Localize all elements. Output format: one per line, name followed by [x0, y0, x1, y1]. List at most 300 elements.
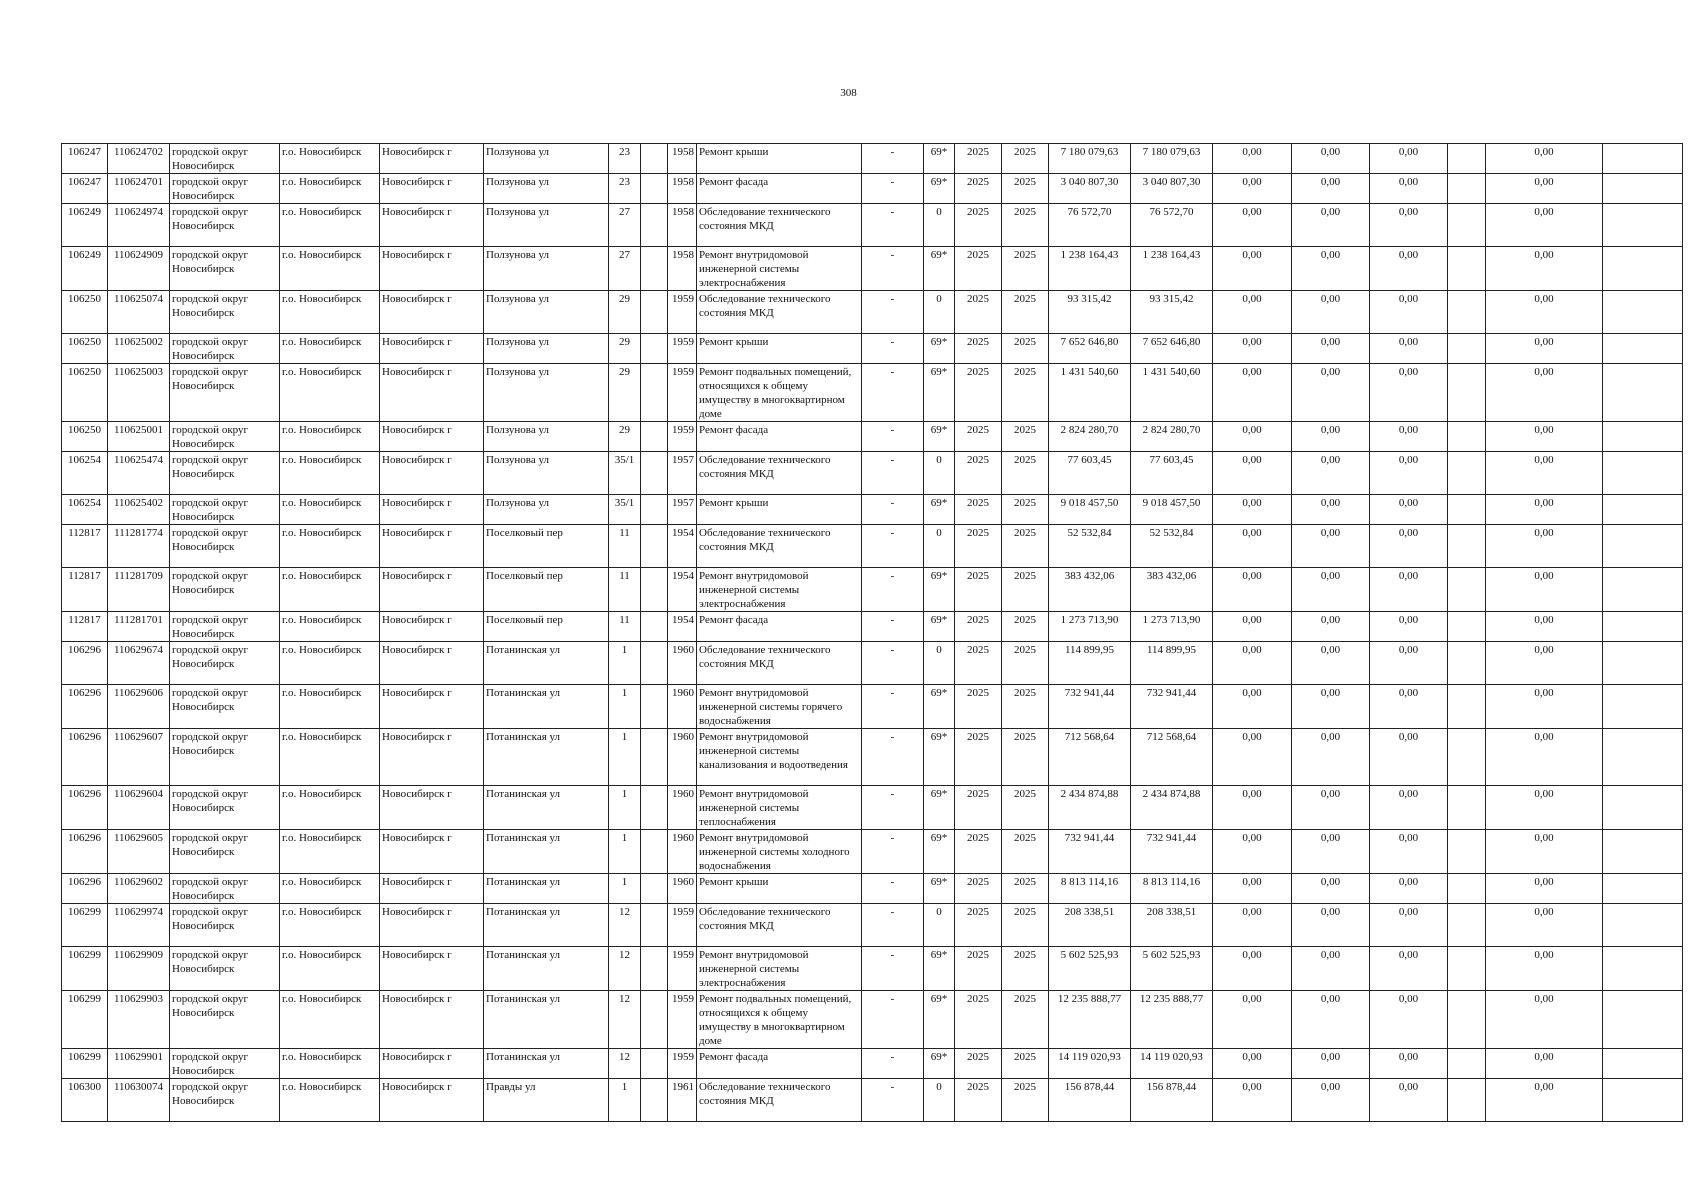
table-row [62, 204, 1683, 247]
cell-extra [641, 422, 668, 452]
cell-district: городской округ Новосибирск [170, 904, 280, 947]
cell-locality: Новосибирск г [380, 991, 484, 1049]
cell-dash: - [862, 174, 924, 204]
cell-year: 1960 [668, 729, 697, 786]
cell-blank [1448, 685, 1486, 729]
cell-tail [1603, 422, 1683, 452]
cell-end: 2025 [1002, 291, 1049, 334]
cell-cost-fund: 732 941,44 [1131, 830, 1213, 874]
cell-v3: 0,00 [1370, 612, 1448, 642]
cell-dash: - [862, 247, 924, 291]
table-row [62, 904, 1683, 947]
cell-district: городской округ Новосибирск [170, 525, 280, 568]
cell-locality: Новосибирск г [380, 291, 484, 334]
cell-district: городской округ Новосибирск [170, 1079, 280, 1122]
cell-v1: 0,00 [1213, 642, 1292, 685]
cell-cost-total: 1 273 713,90 [1049, 612, 1131, 642]
cell-code69: 0 [924, 1079, 955, 1122]
cell-v3: 0,00 [1370, 422, 1448, 452]
cell-extra [641, 1049, 668, 1079]
cell-locality: Новосибирск г [380, 568, 484, 612]
cell-extra [641, 1079, 668, 1122]
cell-cost-total: 732 941,44 [1049, 830, 1131, 874]
table-row [62, 786, 1683, 830]
cell-blank [1448, 830, 1486, 874]
cell-v3: 0,00 [1370, 1049, 1448, 1079]
cell-v3: 0,00 [1370, 786, 1448, 830]
cell-year: 1960 [668, 874, 697, 904]
cell-end: 2025 [1002, 495, 1049, 525]
cell-id: 112817 [62, 612, 108, 642]
cell-tail [1603, 904, 1683, 947]
cell-end: 2025 [1002, 642, 1049, 685]
cell-district: городской округ Новосибирск [170, 568, 280, 612]
cell-house: 23 [609, 144, 641, 174]
cell-code69: 69* [924, 830, 955, 874]
cell-code: 110629604 [108, 786, 170, 830]
cell-cost-total: 7 180 079,63 [1049, 144, 1131, 174]
cell-municipality: г.о. Новосибирск [280, 291, 380, 334]
cell-end: 2025 [1002, 904, 1049, 947]
cell-year: 1958 [668, 204, 697, 247]
table-row [62, 525, 1683, 568]
cell-work: Ремонт подвальных помещений, относящихся к общему имуществу в многоквартирном доме [697, 364, 862, 422]
cell-cost-fund: 8 813 114,16 [1131, 874, 1213, 904]
cell-extra [641, 685, 668, 729]
cell-house: 35/1 [609, 495, 641, 525]
cell-work: Ремонт внутридомовой инженерной системы электроснабжения [697, 568, 862, 612]
cell-end: 2025 [1002, 1049, 1049, 1079]
cell-cost-fund: 12 235 888,77 [1131, 991, 1213, 1049]
cell-work: Ремонт крыши [697, 144, 862, 174]
table-row [62, 685, 1683, 729]
cell-locality: Новосибирск г [380, 364, 484, 422]
cell-house: 12 [609, 904, 641, 947]
cell-work: Обследование технического состояния МКД [697, 452, 862, 495]
cell-cost-total: 114 899,95 [1049, 642, 1131, 685]
cell-cost-fund: 3 040 807,30 [1131, 174, 1213, 204]
table-row [62, 874, 1683, 904]
cell-v1: 0,00 [1213, 874, 1292, 904]
cell-v4: 0,00 [1486, 568, 1603, 612]
cell-start: 2025 [955, 247, 1002, 291]
cell-year: 1960 [668, 642, 697, 685]
cell-dash: - [862, 364, 924, 422]
cell-house: 35/1 [609, 452, 641, 495]
cell-v3: 0,00 [1370, 904, 1448, 947]
cell-extra [641, 991, 668, 1049]
cell-street: Правды ул [484, 1079, 609, 1122]
cell-cost-total: 712 568,64 [1049, 729, 1131, 786]
cell-dash: - [862, 729, 924, 786]
cell-street: Ползунова ул [484, 144, 609, 174]
cell-end: 2025 [1002, 786, 1049, 830]
cell-end: 2025 [1002, 334, 1049, 364]
cell-extra [641, 204, 668, 247]
cell-blank [1448, 247, 1486, 291]
cell-extra [641, 291, 668, 334]
cell-code: 110624974 [108, 204, 170, 247]
cell-id: 106249 [62, 247, 108, 291]
cell-street: Потанинская ул [484, 642, 609, 685]
cell-blank [1448, 874, 1486, 904]
cell-street: Ползунова ул [484, 495, 609, 525]
cell-tail [1603, 525, 1683, 568]
cell-municipality: г.о. Новосибирск [280, 612, 380, 642]
cell-district: городской округ Новосибирск [170, 874, 280, 904]
cell-end: 2025 [1002, 144, 1049, 174]
cell-extra [641, 525, 668, 568]
cell-v2: 0,00 [1292, 568, 1370, 612]
cell-work: Ремонт внутридомовой инженерной системы горячего водоснабжения [697, 685, 862, 729]
cell-work: Обследование технического состояния МКД [697, 904, 862, 947]
cell-start: 2025 [955, 786, 1002, 830]
cell-code: 110625074 [108, 291, 170, 334]
cell-v1: 0,00 [1213, 830, 1292, 874]
cell-v2: 0,00 [1292, 685, 1370, 729]
table-row [62, 174, 1683, 204]
cell-id: 106299 [62, 991, 108, 1049]
cell-end: 2025 [1002, 525, 1049, 568]
cell-id: 106250 [62, 422, 108, 452]
cell-blank [1448, 452, 1486, 495]
cell-id: 106250 [62, 334, 108, 364]
cell-municipality: г.о. Новосибирск [280, 364, 380, 422]
cell-work: Ремонт подвальных помещений, относящихся к общему имуществу в многоквартирном доме [697, 991, 862, 1049]
cell-v2: 0,00 [1292, 144, 1370, 174]
cell-dash: - [862, 904, 924, 947]
cell-v3: 0,00 [1370, 685, 1448, 729]
cell-v4: 0,00 [1486, 452, 1603, 495]
cell-work: Ремонт крыши [697, 334, 862, 364]
cell-blank [1448, 204, 1486, 247]
cell-v1: 0,00 [1213, 144, 1292, 174]
cell-district: городской округ Новосибирск [170, 947, 280, 991]
cell-v3: 0,00 [1370, 174, 1448, 204]
cell-start: 2025 [955, 685, 1002, 729]
cell-work: Ремонт внутридомовой инженерной системы холодного водоснабжения [697, 830, 862, 874]
cell-extra [641, 174, 668, 204]
cell-street: Ползунова ул [484, 247, 609, 291]
cell-extra [641, 247, 668, 291]
cell-house: 12 [609, 947, 641, 991]
cell-year: 1959 [668, 991, 697, 1049]
cell-dash: - [862, 525, 924, 568]
cell-work: Ремонт фасада [697, 174, 862, 204]
cell-v4: 0,00 [1486, 729, 1603, 786]
cell-code69: 69* [924, 334, 955, 364]
cell-year: 1958 [668, 144, 697, 174]
cell-municipality: г.о. Новосибирск [280, 729, 380, 786]
cell-work: Ремонт внутридомовой инженерной системы канализования и водоотведения [697, 729, 862, 786]
cell-code: 111281701 [108, 612, 170, 642]
cell-v2: 0,00 [1292, 1049, 1370, 1079]
cell-municipality: г.о. Новосибирск [280, 204, 380, 247]
cell-municipality: г.о. Новосибирск [280, 568, 380, 612]
cell-year: 1960 [668, 685, 697, 729]
table-row [62, 334, 1683, 364]
cell-end: 2025 [1002, 422, 1049, 452]
cell-dash: - [862, 874, 924, 904]
cell-v1: 0,00 [1213, 204, 1292, 247]
cell-cost-fund: 93 315,42 [1131, 291, 1213, 334]
cell-cost-total: 2 434 874,88 [1049, 786, 1131, 830]
cell-house: 27 [609, 204, 641, 247]
cell-year: 1960 [668, 786, 697, 830]
cell-code69: 69* [924, 1049, 955, 1079]
cell-district: городской округ Новосибирск [170, 247, 280, 291]
cell-cost-fund: 77 603,45 [1131, 452, 1213, 495]
cell-code: 111281774 [108, 525, 170, 568]
cell-cost-fund: 5 602 525,93 [1131, 947, 1213, 991]
cell-v2: 0,00 [1292, 422, 1370, 452]
cell-house: 23 [609, 174, 641, 204]
cell-cost-total: 5 602 525,93 [1049, 947, 1131, 991]
cell-code69: 69* [924, 144, 955, 174]
cell-cost-total: 77 603,45 [1049, 452, 1131, 495]
cell-v1: 0,00 [1213, 247, 1292, 291]
cell-id: 106296 [62, 874, 108, 904]
cell-dash: - [862, 830, 924, 874]
cell-v1: 0,00 [1213, 291, 1292, 334]
cell-tail [1603, 874, 1683, 904]
cell-municipality: г.о. Новосибирск [280, 642, 380, 685]
cell-cost-total: 3 040 807,30 [1049, 174, 1131, 204]
cell-end: 2025 [1002, 568, 1049, 612]
cell-blank [1448, 144, 1486, 174]
cell-code69: 69* [924, 495, 955, 525]
cell-v1: 0,00 [1213, 1049, 1292, 1079]
cell-v1: 0,00 [1213, 452, 1292, 495]
cell-id: 106250 [62, 291, 108, 334]
cell-v3: 0,00 [1370, 204, 1448, 247]
cell-municipality: г.о. Новосибирск [280, 947, 380, 991]
cell-v2: 0,00 [1292, 452, 1370, 495]
cell-cost-fund: 156 878,44 [1131, 1079, 1213, 1122]
cell-dash: - [862, 786, 924, 830]
cell-cost-fund: 2 824 280,70 [1131, 422, 1213, 452]
cell-v1: 0,00 [1213, 729, 1292, 786]
cell-code: 111281709 [108, 568, 170, 612]
cell-district: городской округ Новосибирск [170, 729, 280, 786]
cell-extra [641, 830, 668, 874]
cell-cost-fund: 2 434 874,88 [1131, 786, 1213, 830]
repair-program-table [61, 143, 1683, 1122]
cell-locality: Новосибирск г [380, 947, 484, 991]
cell-v2: 0,00 [1292, 786, 1370, 830]
cell-dash: - [862, 947, 924, 991]
cell-work: Обследование технического состояния МКД [697, 1079, 862, 1122]
cell-start: 2025 [955, 525, 1002, 568]
cell-start: 2025 [955, 642, 1002, 685]
cell-work: Обследование технического состояния МКД [697, 291, 862, 334]
cell-v1: 0,00 [1213, 786, 1292, 830]
cell-district: городской округ Новосибирск [170, 422, 280, 452]
cell-tail [1603, 1079, 1683, 1122]
cell-extra [641, 904, 668, 947]
cell-blank [1448, 1049, 1486, 1079]
cell-street: Потанинская ул [484, 729, 609, 786]
cell-id: 106296 [62, 830, 108, 874]
cell-code69: 0 [924, 291, 955, 334]
cell-cost-fund: 76 572,70 [1131, 204, 1213, 247]
cell-id: 106296 [62, 786, 108, 830]
cell-id: 106296 [62, 685, 108, 729]
cell-start: 2025 [955, 174, 1002, 204]
cell-cost-fund: 208 338,51 [1131, 904, 1213, 947]
cell-v4: 0,00 [1486, 1049, 1603, 1079]
cell-year: 1959 [668, 904, 697, 947]
cell-street: Потанинская ул [484, 874, 609, 904]
cell-id: 106254 [62, 495, 108, 525]
cell-dash: - [862, 612, 924, 642]
cell-cost-total: 93 315,42 [1049, 291, 1131, 334]
cell-house: 1 [609, 874, 641, 904]
cell-municipality: г.о. Новосибирск [280, 422, 380, 452]
cell-municipality: г.о. Новосибирск [280, 1049, 380, 1079]
cell-code69: 0 [924, 452, 955, 495]
cell-start: 2025 [955, 422, 1002, 452]
cell-v4: 0,00 [1486, 830, 1603, 874]
cell-cost-total: 12 235 888,77 [1049, 991, 1131, 1049]
cell-v4: 0,00 [1486, 204, 1603, 247]
cell-start: 2025 [955, 947, 1002, 991]
cell-blank [1448, 525, 1486, 568]
cell-locality: Новосибирск г [380, 495, 484, 525]
cell-extra [641, 568, 668, 612]
table-body [62, 144, 1683, 1122]
cell-v2: 0,00 [1292, 525, 1370, 568]
cell-district: городской округ Новосибирск [170, 612, 280, 642]
cell-blank [1448, 991, 1486, 1049]
cell-v4: 0,00 [1486, 422, 1603, 452]
cell-work: Ремонт внутридомовой инженерной системы электроснабжения [697, 947, 862, 991]
cell-end: 2025 [1002, 685, 1049, 729]
cell-code69: 69* [924, 729, 955, 786]
cell-locality: Новосибирск г [380, 685, 484, 729]
cell-year: 1954 [668, 612, 697, 642]
cell-district: городской округ Новосибирск [170, 334, 280, 364]
cell-end: 2025 [1002, 452, 1049, 495]
cell-start: 2025 [955, 612, 1002, 642]
cell-municipality: г.о. Новосибирск [280, 174, 380, 204]
cell-locality: Новосибирск г [380, 729, 484, 786]
cell-end: 2025 [1002, 729, 1049, 786]
cell-locality: Новосибирск г [380, 830, 484, 874]
cell-id: 106300 [62, 1079, 108, 1122]
cell-extra [641, 729, 668, 786]
cell-tail [1603, 495, 1683, 525]
cell-start: 2025 [955, 729, 1002, 786]
cell-work: Ремонт внутридомовой инженерной системы электроснабжения [697, 247, 862, 291]
cell-house: 11 [609, 568, 641, 612]
cell-end: 2025 [1002, 247, 1049, 291]
cell-locality: Новосибирск г [380, 612, 484, 642]
cell-district: городской округ Новосибирск [170, 685, 280, 729]
cell-district: городской округ Новосибирск [170, 452, 280, 495]
cell-tail [1603, 334, 1683, 364]
cell-v4: 0,00 [1486, 786, 1603, 830]
cell-blank [1448, 334, 1486, 364]
cell-v4: 0,00 [1486, 364, 1603, 422]
table-row [62, 291, 1683, 334]
cell-work: Ремонт фасада [697, 422, 862, 452]
cell-tail [1603, 247, 1683, 291]
table-row [62, 422, 1683, 452]
cell-cost-total: 1 431 540,60 [1049, 364, 1131, 422]
cell-street: Поселковый пер [484, 525, 609, 568]
cell-cost-fund: 383 432,06 [1131, 568, 1213, 612]
cell-cost-total: 1 238 164,43 [1049, 247, 1131, 291]
cell-id: 106299 [62, 1049, 108, 1079]
cell-v3: 0,00 [1370, 247, 1448, 291]
cell-cost-fund: 52 532,84 [1131, 525, 1213, 568]
cell-v2: 0,00 [1292, 947, 1370, 991]
cell-code: 110630074 [108, 1079, 170, 1122]
cell-start: 2025 [955, 874, 1002, 904]
table-row [62, 1079, 1683, 1122]
cell-dash: - [862, 291, 924, 334]
cell-v4: 0,00 [1486, 144, 1603, 174]
cell-municipality: г.о. Новосибирск [280, 904, 380, 947]
cell-dash: - [862, 204, 924, 247]
cell-v2: 0,00 [1292, 612, 1370, 642]
cell-id: 106247 [62, 144, 108, 174]
cell-cost-fund: 114 899,95 [1131, 642, 1213, 685]
cell-code69: 0 [924, 204, 955, 247]
cell-code69: 69* [924, 174, 955, 204]
cell-municipality: г.о. Новосибирск [280, 144, 380, 174]
cell-code: 110625001 [108, 422, 170, 452]
cell-district: городской округ Новосибирск [170, 174, 280, 204]
cell-start: 2025 [955, 1079, 1002, 1122]
cell-v1: 0,00 [1213, 525, 1292, 568]
cell-blank [1448, 422, 1486, 452]
cell-year: 1957 [668, 452, 697, 495]
cell-tail [1603, 947, 1683, 991]
cell-end: 2025 [1002, 947, 1049, 991]
cell-district: городской округ Новосибирск [170, 291, 280, 334]
cell-district: городской округ Новосибирск [170, 830, 280, 874]
cell-extra [641, 786, 668, 830]
table-row [62, 729, 1683, 786]
cell-year: 1959 [668, 364, 697, 422]
cell-v2: 0,00 [1292, 204, 1370, 247]
cell-locality: Новосибирск г [380, 786, 484, 830]
cell-v4: 0,00 [1486, 874, 1603, 904]
cell-start: 2025 [955, 204, 1002, 247]
cell-v1: 0,00 [1213, 904, 1292, 947]
cell-v2: 0,00 [1292, 174, 1370, 204]
cell-code: 110624702 [108, 144, 170, 174]
cell-locality: Новосибирск г [380, 904, 484, 947]
cell-start: 2025 [955, 334, 1002, 364]
cell-code: 110629674 [108, 642, 170, 685]
cell-year: 1961 [668, 1079, 697, 1122]
cell-year: 1959 [668, 422, 697, 452]
cell-v3: 0,00 [1370, 525, 1448, 568]
cell-code: 110625474 [108, 452, 170, 495]
cell-blank [1448, 642, 1486, 685]
cell-code69: 69* [924, 247, 955, 291]
cell-locality: Новосибирск г [380, 1079, 484, 1122]
cell-tail [1603, 685, 1683, 729]
cell-extra [641, 612, 668, 642]
cell-locality: Новосибирск г [380, 422, 484, 452]
cell-cost-total: 732 941,44 [1049, 685, 1131, 729]
cell-cost-fund: 1 273 713,90 [1131, 612, 1213, 642]
cell-v2: 0,00 [1292, 991, 1370, 1049]
